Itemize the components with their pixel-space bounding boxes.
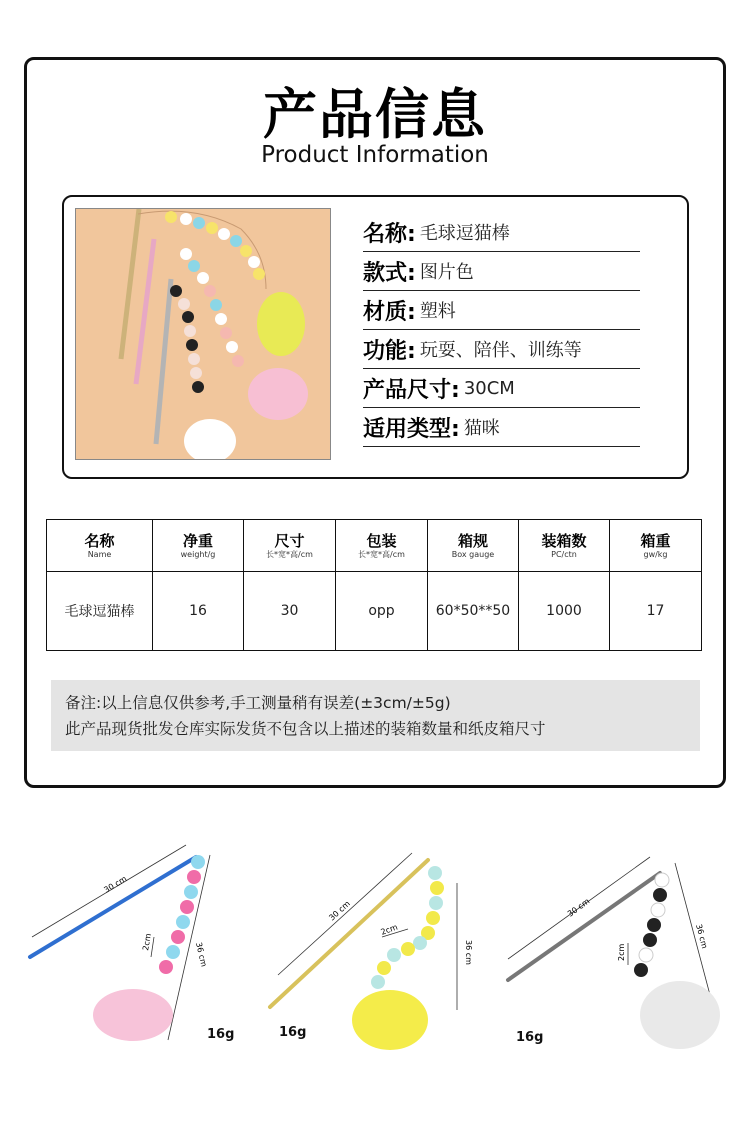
- table-header-cell: 箱重 gw/kg: [610, 520, 702, 572]
- spec-value: 玩耍、陪伴、训练等: [419, 340, 582, 361]
- product-photo: [75, 208, 331, 460]
- table-header-cell: 装箱数 PC/ctn: [519, 520, 610, 572]
- spec-row-style: [363, 252, 640, 291]
- table-header-cell: 包装 长*宽*高/cm: [336, 520, 428, 572]
- spec-label: 产品尺寸:: [363, 377, 460, 403]
- spec-row-suitable: [363, 408, 640, 447]
- table-cell: 60*50**50: [428, 572, 519, 651]
- spec-label: 名称:: [363, 221, 416, 247]
- total-label: 36 cm: [194, 941, 209, 968]
- total-label: 36 cm: [694, 923, 710, 950]
- variant-photo-black: [500, 825, 732, 1065]
- total-label: 36 cm: [464, 940, 473, 965]
- spec-value: 塑料: [419, 301, 456, 322]
- spec-value: 猫咪: [463, 418, 500, 439]
- length-label: 30 cm: [327, 899, 352, 923]
- table-cell: 1000: [519, 572, 610, 651]
- table-row: [47, 572, 702, 651]
- table-header-cell: 名称 Name: [47, 520, 153, 572]
- table-header-row: [47, 520, 702, 572]
- length-label: 30 cm: [102, 874, 129, 895]
- page-title: 产品信息: [263, 83, 487, 146]
- spec-row-name: [363, 213, 640, 252]
- ball-label: 2cm: [379, 922, 399, 937]
- page-subtitle: Product Information: [261, 142, 489, 168]
- table-header-cell: 箱规 Box gauge: [428, 520, 519, 572]
- table-cell: 16: [153, 572, 244, 651]
- table-cell: 毛球逗猫棒: [47, 572, 153, 651]
- variant-weight: 16g: [516, 1030, 544, 1045]
- spec-row-function: [363, 330, 640, 369]
- spec-value: 30CM: [463, 377, 515, 399]
- table-header-cell: 净重 weight/g: [153, 520, 244, 572]
- table-cell: 17: [610, 572, 702, 651]
- spec-label: 适用类型:: [363, 416, 460, 442]
- spec-row-material: [363, 291, 640, 330]
- remark-line-2: 此产品现货批发仓库实际发货不包含以上描述的装箱数量和纸皮箱尺寸: [65, 720, 546, 738]
- spec-value: 毛球逗猫棒: [419, 223, 510, 244]
- table-header-cell: 尺寸 长*宽*高/cm: [244, 520, 336, 572]
- table-cell: opp: [336, 572, 428, 651]
- spec-label: 款式:: [363, 260, 416, 286]
- variant-weight: 16g: [207, 1027, 235, 1042]
- spec-row-size: [363, 369, 640, 408]
- remark-line-1: 备注:以上信息仅供参考,手工测量稍有误差(±3cm/±5g): [65, 694, 451, 712]
- spec-value: 图片色: [419, 262, 474, 283]
- spec-label: 材质:: [363, 299, 416, 325]
- remark-box: [51, 680, 700, 751]
- ball-label: 2cm: [617, 943, 626, 961]
- spec-label: 功能:: [363, 338, 416, 364]
- variant-weight: 16g: [279, 1025, 307, 1040]
- table-cell: 30: [244, 572, 336, 651]
- packing-table: [46, 519, 702, 651]
- ball-label: 2cm: [141, 932, 153, 952]
- length-label: 30 cm: [565, 896, 592, 919]
